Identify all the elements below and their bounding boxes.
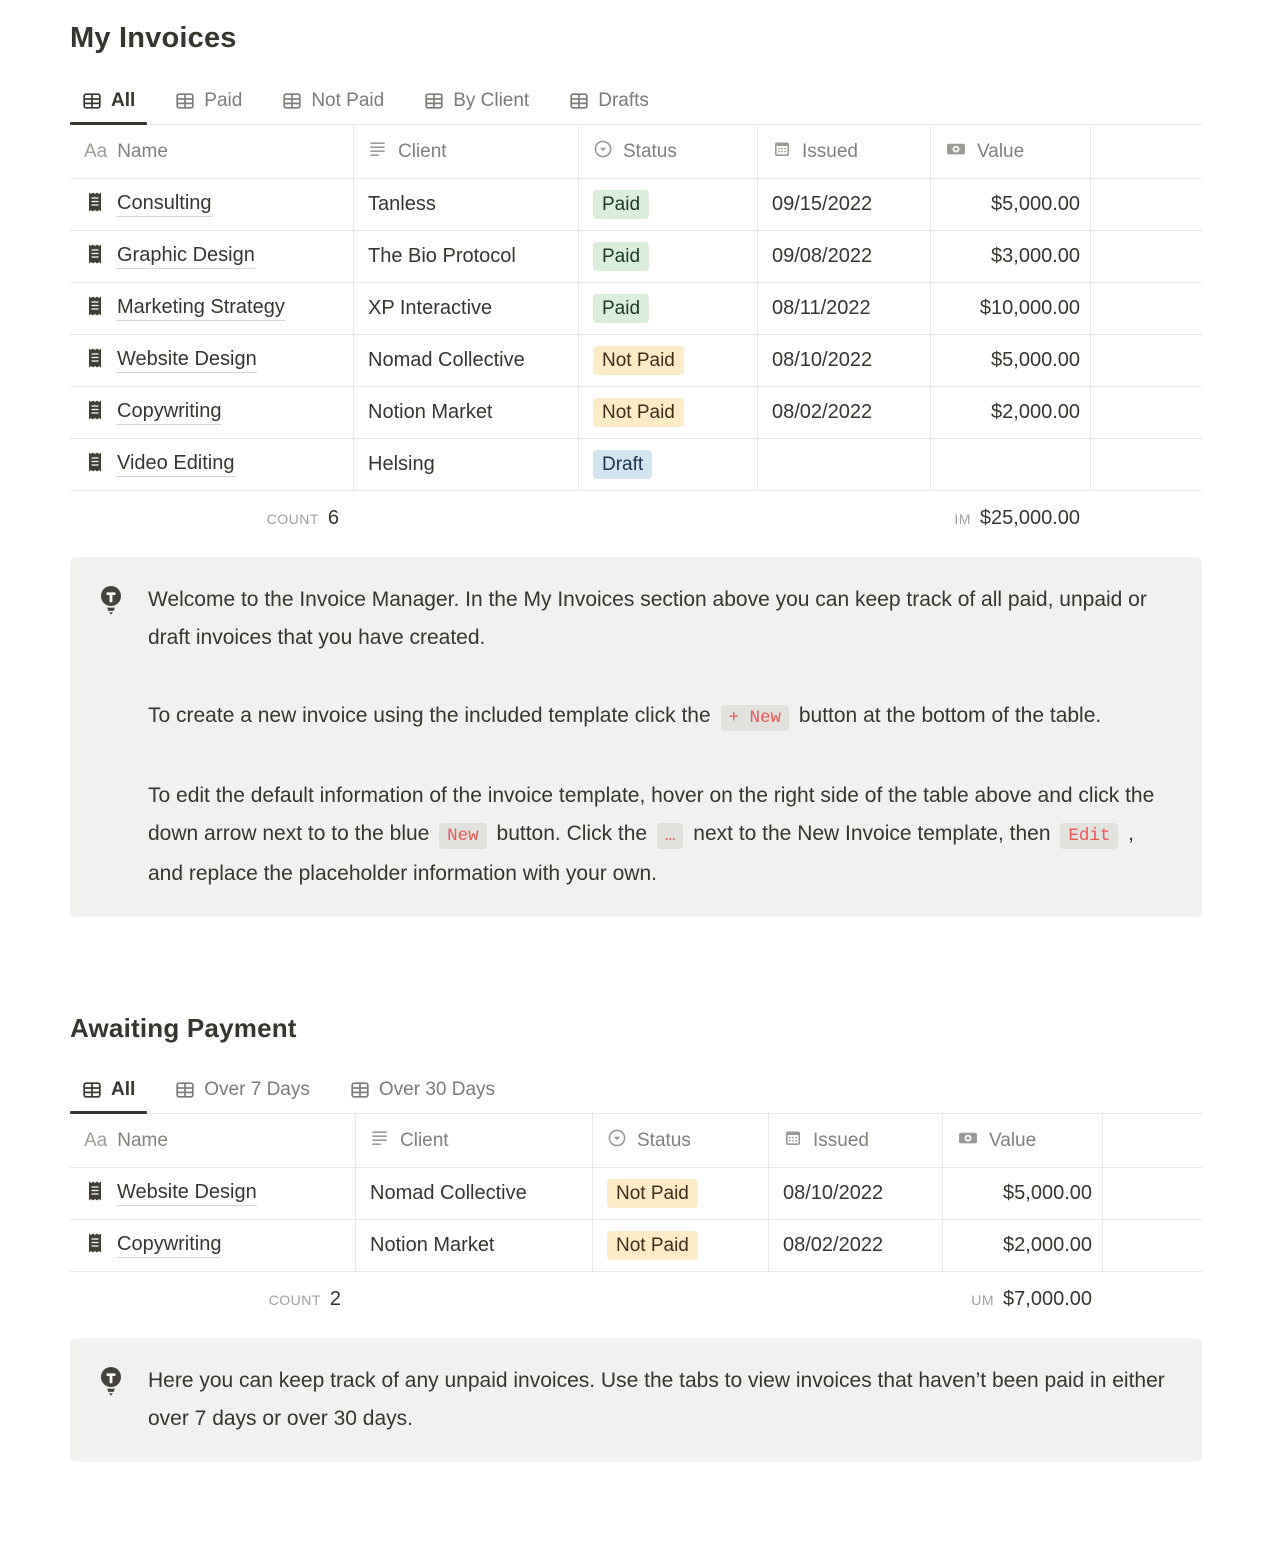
value-cell[interactable]: $2,000.00 <box>930 387 1090 438</box>
receipt-icon <box>86 451 105 479</box>
value-cell[interactable]: $5,000.00 <box>930 179 1090 230</box>
invoice-name-cell[interactable] <box>70 439 353 490</box>
callout-paragraph: Here you can keep track of any unpaid invoices. Use the tabs to view invoices that haven’t been paid in either over 7 days or over 30 days. <box>148 1369 1165 1430</box>
status-badge: Not Paid <box>593 398 684 428</box>
tab-by-client[interactable] <box>412 81 541 124</box>
table-header-row <box>70 125 1202 179</box>
tab-label: All <box>111 1079 136 1100</box>
callout-paragraph: To create a new invoice using the included template click the + New button at the bottom of the table. <box>148 697 1174 737</box>
table-view-icon <box>569 91 589 111</box>
value-cell[interactable]: $2,000.00 <box>942 1220 1102 1271</box>
column-header-name[interactable]: Aa Name <box>84 140 168 162</box>
tab-label: Over 30 Days <box>378 1079 496 1100</box>
status-cell[interactable] <box>578 231 757 282</box>
page-title: My Invoices <box>70 22 237 54</box>
invoice-page-link[interactable]: Graphic Design <box>117 244 255 269</box>
column-header-issued[interactable]: Issued <box>757 125 930 178</box>
client-cell[interactable]: The Bio Protocol <box>353 231 578 282</box>
tab-all[interactable] <box>70 1070 147 1113</box>
invoice-page-link[interactable]: Consulting <box>117 192 212 217</box>
tab-label: Paid <box>204 90 243 111</box>
column-header-empty[interactable] <box>1102 1114 1202 1167</box>
issued-cell[interactable]: 09/15/2022 <box>757 179 930 230</box>
empty-cell[interactable] <box>1102 1168 1202 1219</box>
client-cell[interactable]: Notion Market <box>353 387 578 438</box>
receipt-icon <box>86 1180 105 1208</box>
invoice-name-cell[interactable] <box>70 335 353 386</box>
invoice-name-cell[interactable] <box>70 179 353 230</box>
sum-aggregate[interactable]: UM $7,000.00 <box>971 1287 1092 1310</box>
client-cell[interactable]: Nomad Collective <box>353 335 578 386</box>
calendar-icon <box>783 1128 803 1154</box>
column-header-status[interactable]: Status <box>578 125 757 178</box>
text-lines-icon <box>368 139 388 165</box>
status-badge: Paid <box>593 190 649 220</box>
table-view-icon <box>175 91 195 111</box>
tab-over-7-days[interactable] <box>163 1070 322 1113</box>
value-cell[interactable]: $5,000.00 <box>942 1168 1102 1219</box>
status-badge: Not Paid <box>593 346 684 376</box>
table-header-row <box>70 1114 1202 1168</box>
money-icon <box>957 1128 979 1154</box>
lightbulb-icon <box>98 581 124 893</box>
column-header-issued[interactable]: Issued <box>768 1114 942 1167</box>
status-cell[interactable] <box>578 335 757 386</box>
my-invoices-table <box>70 125 1202 545</box>
issued-cell[interactable]: 08/10/2022 <box>757 335 930 386</box>
value-cell[interactable]: $10,000.00 <box>930 283 1090 334</box>
table-row <box>70 1168 1202 1220</box>
table-view-icon <box>282 91 302 111</box>
invoice-name-cell[interactable] <box>70 1168 355 1219</box>
value-cell[interactable] <box>930 439 1090 490</box>
receipt-icon <box>86 243 105 271</box>
section-title: Awaiting Payment <box>70 1013 297 1043</box>
status-cell[interactable] <box>592 1220 768 1271</box>
new-chip: New <box>439 823 487 849</box>
invoice-page-link[interactable]: Website Design <box>117 348 257 373</box>
value-cell[interactable]: $5,000.00 <box>930 335 1090 386</box>
column-header-value[interactable]: Value <box>942 1114 1102 1167</box>
calendar-icon <box>772 139 792 165</box>
issued-cell[interactable]: 08/02/2022 <box>757 387 930 438</box>
table-row <box>70 1220 1202 1272</box>
status-badge: Draft <box>593 450 652 480</box>
table-view-icon <box>82 91 102 111</box>
table-footer <box>70 1272 1202 1326</box>
invoice-name-cell[interactable] <box>70 387 353 438</box>
status-cell[interactable] <box>578 439 757 490</box>
client-cell[interactable]: Notion Market <box>355 1220 592 1271</box>
table-row <box>70 283 1202 335</box>
empty-cell[interactable] <box>1090 231 1202 282</box>
status-badge: Paid <box>593 294 649 324</box>
select-property-icon <box>593 139 613 165</box>
awaiting-payment-view-tabs <box>70 1070 1202 1114</box>
column-header-client[interactable]: Client <box>355 1114 592 1167</box>
select-property-icon <box>607 1128 627 1154</box>
text-property-icon: Aa <box>84 140 108 162</box>
status-badge: Paid <box>593 242 649 272</box>
lightbulb-icon <box>98 1362 124 1438</box>
value-cell[interactable]: $3,000.00 <box>930 231 1090 282</box>
tab-all[interactable] <box>70 81 147 124</box>
table-row <box>70 179 1202 231</box>
receipt-icon <box>86 347 105 375</box>
empty-cell[interactable] <box>1102 1220 1202 1271</box>
new-button-chip: + New <box>721 705 790 731</box>
table-view-icon <box>82 1080 102 1100</box>
table-row <box>70 335 1202 387</box>
status-cell[interactable] <box>578 179 757 230</box>
table-footer <box>70 491 1202 545</box>
my-invoices-view-tabs <box>70 81 1202 125</box>
receipt-icon <box>86 191 105 219</box>
table-view-icon <box>175 1080 195 1100</box>
column-header-status[interactable]: Status <box>592 1114 768 1167</box>
status-badge: Not Paid <box>607 1231 698 1261</box>
text-property-icon: Aa <box>84 1129 108 1151</box>
status-cell[interactable] <box>578 387 757 438</box>
status-cell[interactable] <box>592 1168 768 1219</box>
invoice-name-cell[interactable] <box>70 283 353 334</box>
empty-cell[interactable] <box>1090 283 1202 334</box>
issued-cell[interactable]: 08/02/2022 <box>768 1220 942 1271</box>
invoice-name-cell[interactable] <box>70 1220 355 1271</box>
status-badge: Not Paid <box>607 1179 698 1209</box>
edit-chip: Edit <box>1060 823 1118 849</box>
invoice-page-link[interactable]: Marketing Strategy <box>117 296 285 321</box>
count-aggregate[interactable]: COUNT 6 <box>266 506 339 529</box>
issued-cell[interactable]: 08/11/2022 <box>757 283 930 334</box>
ellipsis-chip: … <box>657 823 684 849</box>
unpaid-callout <box>70 1338 1202 1462</box>
my-invoices-section <box>70 22 1202 545</box>
tab-label: All <box>111 90 136 111</box>
column-header-name[interactable]: Aa Name <box>84 1129 168 1151</box>
status-cell[interactable] <box>578 283 757 334</box>
client-cell[interactable]: Helsing <box>353 439 578 490</box>
callout-paragraph: To edit the default information of the invoice template, hover on the right side of the table above and click the down arrow next to to the blue New button. Click the … next to the New Invoice template, then Edit , and replace the placeholder information with your own. <box>148 784 1155 885</box>
tab-drafts[interactable] <box>557 81 661 124</box>
tab-over-30-days[interactable] <box>338 1070 507 1113</box>
table-row <box>70 387 1202 439</box>
table-row <box>70 231 1202 283</box>
invoice-page-link[interactable]: Website Design <box>117 1181 257 1206</box>
callout-text <box>148 581 1174 893</box>
text-lines-icon <box>370 1128 390 1154</box>
receipt-icon <box>86 399 105 427</box>
callout-paragraph: Welcome to the Invoice Manager. In the My Invoices section above you can keep track of all paid, unpaid or draft invoices that you have created. <box>148 588 1147 649</box>
sum-aggregate[interactable]: IM $25,000.00 <box>954 506 1080 529</box>
awaiting-payment-table <box>70 1114 1202 1326</box>
empty-cell[interactable] <box>1090 439 1202 490</box>
callout-text <box>148 1362 1174 1438</box>
client-cell[interactable]: XP Interactive <box>353 283 578 334</box>
column-header-empty[interactable] <box>1090 125 1202 178</box>
empty-cell[interactable] <box>1090 335 1202 386</box>
issued-cell[interactable]: 09/08/2022 <box>757 231 930 282</box>
receipt-icon <box>86 295 105 323</box>
table-row <box>70 439 1202 491</box>
column-header-client[interactable]: Client <box>353 125 578 178</box>
issued-cell[interactable] <box>757 439 930 490</box>
money-icon <box>945 139 967 165</box>
invoice-page-link[interactable]: Video Editing <box>117 452 235 477</box>
client-cell[interactable]: Nomad Collective <box>355 1168 592 1219</box>
table-view-icon <box>424 91 444 111</box>
awaiting-payment-section <box>70 1013 1202 1326</box>
empty-cell[interactable] <box>1090 387 1202 438</box>
client-cell[interactable]: Tanless <box>353 179 578 230</box>
tab-paid[interactable] <box>163 81 254 124</box>
issued-cell[interactable]: 08/10/2022 <box>768 1168 942 1219</box>
tab-not-paid[interactable] <box>270 81 396 124</box>
empty-cell[interactable] <box>1090 179 1202 230</box>
welcome-callout <box>70 557 1202 917</box>
invoice-name-cell[interactable] <box>70 231 353 282</box>
column-header-value[interactable]: Value <box>930 125 1090 178</box>
receipt-icon <box>86 1232 105 1260</box>
invoice-page-link[interactable]: Copywriting <box>117 1233 221 1258</box>
tab-label: Not Paid <box>311 90 385 111</box>
table-view-icon <box>350 1080 370 1100</box>
invoice-page-link[interactable]: Copywriting <box>117 400 221 425</box>
tab-label: Over 7 Days <box>204 1079 310 1100</box>
tab-label: By Client <box>453 90 530 111</box>
tab-label: Drafts <box>598 90 649 111</box>
count-aggregate[interactable]: COUNT 2 <box>268 1287 341 1310</box>
